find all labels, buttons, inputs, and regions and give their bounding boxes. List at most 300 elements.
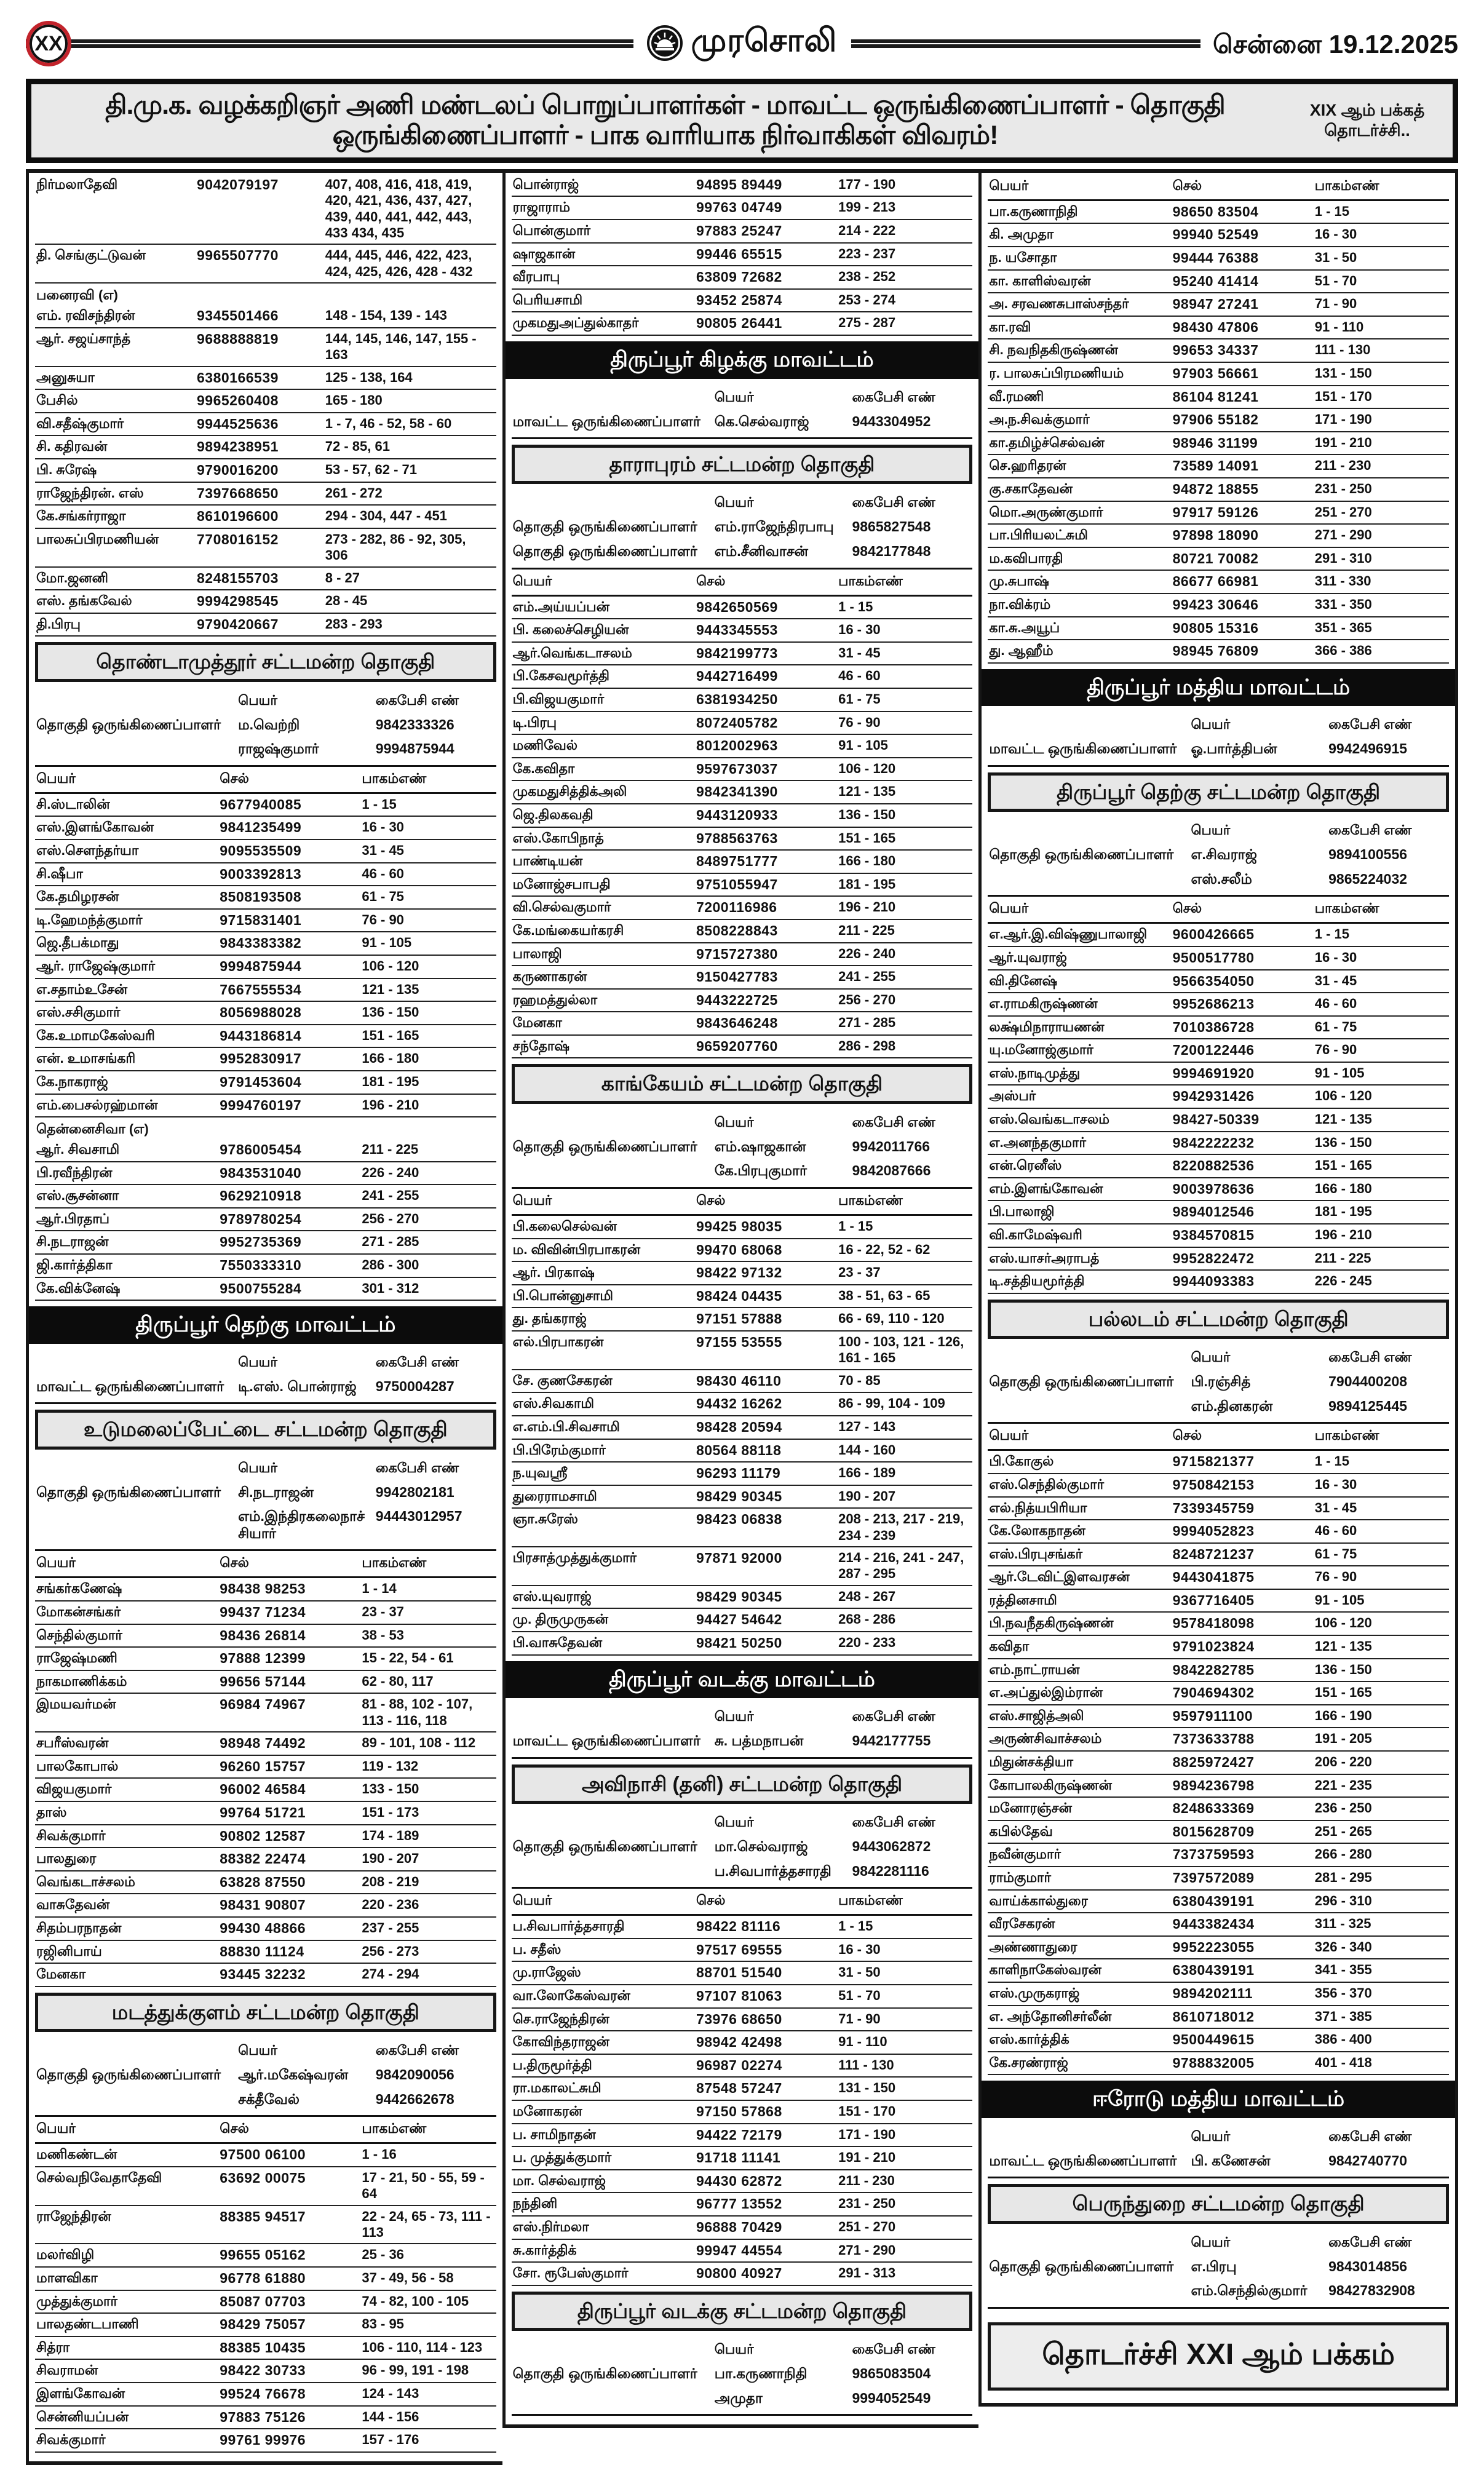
coordinator-block (512, 2336, 973, 2416)
table-row (35, 1139, 496, 1162)
table-row (988, 317, 1449, 340)
member-phone: 99423 30646 (1172, 596, 1259, 613)
coordinator-header-row (988, 1346, 1449, 1370)
coordinator-name: ம.வெற்றி (238, 716, 300, 732)
member-pages: 294 - 304, 447 - 451 (325, 508, 447, 524)
member-name: செ.ராஜேந்திரன் (512, 2011, 609, 2026)
member-pages: 253 - 274 (838, 292, 896, 308)
table-row (35, 459, 496, 483)
member-pages: 181 - 195 (1314, 1204, 1372, 1220)
table-row (988, 1844, 1449, 1867)
member-pages: 220 - 236 (362, 1897, 419, 1913)
coordinator-row (512, 1135, 973, 1159)
table-row (512, 2217, 973, 2240)
member-phone: 98428 20594 (696, 1418, 782, 1435)
coordinator-header-row (35, 689, 496, 713)
member-name: ஆர். சிவசாமி (36, 1141, 120, 1157)
member-pages: 71 - 90 (838, 2011, 881, 2026)
member-phone: 99437 71234 (220, 1604, 306, 1621)
table-row (512, 1308, 973, 1332)
header-mobile: கைபேசி எண் (1328, 2234, 1412, 2250)
table-row (35, 590, 496, 614)
table-row (512, 290, 973, 313)
member-phone: 98436 26814 (220, 1627, 306, 1643)
member-phone: 9944093383 (1172, 1273, 1255, 1290)
member-phone: 88385 10435 (220, 2339, 306, 2356)
member-phone: 9384570815 (1172, 1227, 1255, 1244)
member-name: ரஜினிபாய் (36, 1943, 102, 1959)
coordinator-label: தொகுதி ஒருங்கிணைப்பாளர் (512, 1838, 697, 1855)
member-name: எல்.பிரபாகரன் (512, 1333, 604, 1349)
table-header-row (512, 570, 973, 597)
member-phone: 91718 11141 (696, 2149, 781, 2166)
table-row (35, 2144, 496, 2167)
member-phone: 6380439191 (1172, 1892, 1255, 1909)
coordinator-label: மாவட்ட ஒருங்கிணைப்பாளர் (512, 413, 700, 429)
member-phone: 87548 57247 (696, 2080, 782, 2097)
member-pages: 106 - 120 (838, 760, 896, 776)
table-row (35, 2383, 496, 2407)
member-phone: 86104 81241 (1172, 388, 1259, 405)
member-pages: 191 - 210 (838, 2149, 896, 2165)
table-row (35, 1694, 496, 1733)
member-pages: 226 - 240 (838, 945, 896, 961)
member-name: எம்.பைசல்ரஹ்மான் (36, 1097, 158, 1113)
member-name: எம்.இளங்கோவன் (989, 1180, 1103, 1196)
member-name: வீரபாபு (512, 269, 560, 285)
table-row (988, 2052, 1449, 2076)
member-phone: 99430 48866 (220, 1919, 306, 1936)
member-pages: 214 - 216, 241 - 247, 287 - 295 (838, 1550, 964, 1582)
member-name: ராஜேந்திரன் (36, 2208, 111, 2224)
member-pages: 16 - 30 (1314, 226, 1357, 242)
table-row (512, 851, 973, 874)
table-row (35, 1002, 496, 1025)
member-name: மோ.ஜனனி (36, 570, 108, 585)
member-name: ஆர்.வெங்கடாசலம் (512, 645, 632, 661)
table-row (988, 1913, 1449, 1937)
member-pages: 31 - 50 (1314, 250, 1357, 266)
coordinator-block (988, 2124, 1449, 2179)
member-phone: 98422 30733 (220, 2362, 306, 2379)
table-row (988, 1132, 1449, 1156)
coordinator-name: சக்தீவேல் (238, 2090, 300, 2107)
table-row (512, 619, 973, 643)
member-phone: 9443120933 (696, 806, 778, 823)
member-phone: 9443382434 (1172, 1916, 1255, 1932)
table-row (35, 1872, 496, 1895)
member-pages: 256 - 270 (838, 991, 896, 1007)
header-mobile: கைபேசி எண் (852, 1114, 935, 1130)
table-row (512, 758, 973, 782)
table-row (35, 529, 496, 568)
member-name: அ. சரவணசுபாஸ்சந்தர் (989, 296, 1129, 312)
table-row (35, 1602, 496, 1625)
member-phone: 86677 66981 (1172, 573, 1259, 590)
member-pages: 1 - 15 (1314, 203, 1350, 219)
table-row (512, 220, 973, 244)
coordinator-header-row (988, 713, 1449, 737)
member-name: மணிகண்டன் (36, 2146, 117, 2162)
member-pages: 151 - 173 (362, 1804, 419, 1820)
member-pages: 71 - 90 (1314, 296, 1357, 312)
coordinator-label: தொகுதி ஒருங்கிணைப்பாளர் (36, 2066, 221, 2083)
header-cell: செல் (696, 1892, 726, 1908)
coordinator-block (35, 2038, 496, 2117)
table-row (35, 1894, 496, 1918)
coordinator-row (35, 2087, 496, 2112)
member-pages: 72 - 85, 61 (325, 439, 390, 454)
header-mobile: கைபேசி எண் (1328, 716, 1412, 732)
header-name: பெயர் (36, 770, 76, 786)
member-phone: 8015628709 (1172, 1823, 1255, 1840)
table-row (512, 2193, 973, 2217)
member-pages: 121 - 135 (838, 784, 896, 800)
header-name: பெயர் (238, 2042, 277, 2058)
member-phone: 97151 57888 (696, 1311, 782, 1327)
table-row (35, 413, 496, 437)
coordinator-name: கெ.செல்வராஜ் (714, 413, 809, 429)
member-pages: 1 - 15 (838, 1918, 873, 1934)
table-row (988, 1867, 1449, 1891)
table-row (512, 1985, 973, 2009)
member-phone: 98947 27241 (1172, 296, 1259, 312)
member-pages: 31 - 45 (838, 645, 881, 661)
member-name: கா.தமிழ்ச்செல்வன் (989, 434, 1105, 450)
member-pages: 148 - 154, 139 - 143 (325, 308, 447, 324)
table-row (988, 548, 1449, 571)
member-pages: 174 - 189 (362, 1827, 419, 1843)
title-banner (26, 79, 1458, 163)
table-row (35, 1278, 496, 1301)
table-row (988, 1201, 1449, 1225)
member-pages: 76 - 90 (838, 714, 881, 730)
member-pages: 1 - 15 (838, 1218, 873, 1234)
district-title: திருப்பூர் மத்திய மாவட்டம் (982, 669, 1455, 707)
table-row (988, 1271, 1449, 1294)
member-pages: 268 - 286 (838, 1611, 896, 1627)
member-name: ஜி.கார்த்திகா (36, 1257, 113, 1273)
member-name: அருண்சிவாச்சலம் (989, 1731, 1102, 1747)
member-phone: 80564 88118 (696, 1442, 782, 1458)
member-phone: 97155 53555 (696, 1333, 782, 1350)
member-name: பி.கோகுல் (989, 1453, 1054, 1469)
member-pages: 211 - 230 (838, 2172, 895, 2188)
member-pages: 190 - 207 (838, 1488, 896, 1504)
table-row (988, 947, 1449, 971)
member-name: பி.கலைசெல்வன் (512, 1218, 617, 1234)
member-name: து. தங்கராஜ் (512, 1311, 587, 1327)
member-name: என்.ரெனீஸ் (989, 1157, 1062, 1173)
coordinator-phone: 9865827548 (852, 518, 931, 535)
coordinator-header-row (35, 1351, 496, 1375)
table-row (35, 483, 496, 506)
member-phone: 9843646248 (696, 1015, 778, 1031)
member-name: கே.மங்கையர்கரசி (512, 922, 624, 938)
section-title: தொண்டாமுத்தூர் சட்டமன்ற தொகுதி (35, 642, 496, 681)
table-row (35, 1025, 496, 1049)
header-name: பெயர் (714, 494, 754, 510)
header-mobile: கைபேசி எண் (852, 1814, 935, 1830)
member-name: டி.சத்தியமூர்த்தி (989, 1273, 1085, 1289)
table-row (512, 2147, 973, 2170)
member-name: தி.பிரபு (36, 616, 81, 632)
table-row (512, 312, 973, 336)
header-part: பாகம்எண் (1314, 1427, 1379, 1443)
member-pages: 15 - 22, 54 - 61 (362, 1650, 454, 1666)
member-phone: 9994052823 (1172, 1523, 1255, 1539)
member-pages: 226 - 245 (1314, 1273, 1372, 1289)
member-phone: 96777 13552 (696, 2196, 782, 2212)
member-name: மேனகா (36, 1966, 86, 1982)
member-pages: 291 - 310 (1314, 550, 1372, 566)
coordinator-label: தொகுதி ஒருங்கிணைப்பாளர் (989, 1373, 1174, 1390)
member-pages: 16 - 30 (1314, 949, 1357, 965)
member-name: ப. முத்துக்குமார் (512, 2149, 612, 2165)
coordinator-row (988, 1394, 1449, 1419)
member-phone: 99940 52549 (1172, 226, 1259, 243)
header-name: பெயர் (989, 900, 1029, 916)
member-phone: 7667555534 (220, 981, 302, 998)
member-phone: 9443041875 (1172, 1569, 1255, 1586)
column-2 (502, 173, 979, 2428)
member-name: காளிநாகேஸ்வரன் (989, 1962, 1101, 1978)
member-pages: 25 - 36 (362, 2247, 404, 2263)
member-phone: 88830 11124 (220, 1943, 304, 1959)
member-name: பெரியசாமி (512, 292, 583, 308)
member-pages: 341 - 355 (1314, 1962, 1372, 1978)
section-title: அவிநாசி (தனி) சட்டமன்ற தொகுதி (512, 1764, 973, 1804)
member-phone: 6380166539 (196, 369, 279, 386)
member-phone: 90802 12587 (220, 1827, 306, 1844)
member-name: சித்ரா (36, 2339, 70, 2355)
member-name: பி.நவநீதகிருஷ்ணன் (989, 1615, 1114, 1631)
header-spacer (36, 2042, 238, 2060)
coordinator-phone: 9994875944 (375, 740, 454, 757)
member-phone: 94432 16262 (696, 1395, 782, 1412)
member-pages: 208 - 219 (362, 1873, 419, 1889)
coordinator-phone: 9842333326 (375, 716, 454, 732)
member-phone: 9095535509 (220, 842, 302, 859)
member-pages: 286 - 298 (838, 1038, 896, 1054)
member-phone: 98650 83504 (1172, 203, 1259, 220)
member-name: எ.ராமகிருஷ்ணன் (989, 996, 1098, 1012)
table-row (988, 409, 1449, 432)
member-name: நாகமாணிக்கம் (36, 1673, 127, 1689)
member-pages: 166 - 190 (1314, 1707, 1372, 1723)
table-row (512, 804, 973, 828)
member-name: கபில்தேவ் (989, 1823, 1053, 1839)
table-row (512, 735, 973, 758)
header-cell: செல் (220, 770, 249, 786)
member-pages: 38 - 53 (362, 1627, 404, 1643)
member-phone: 7339345759 (1172, 1499, 1255, 1516)
table-row (988, 1590, 1449, 1613)
member-phone: 96293 11179 (696, 1465, 781, 1482)
coordinator-phone: 9442662678 (375, 2090, 454, 2107)
table-row (35, 1231, 496, 1255)
member-name: சிவக்குமார் (36, 1827, 106, 1843)
member-phone: 9894012546 (1172, 1204, 1255, 1220)
table-row (35, 1162, 496, 1186)
section-title: தாராபுரம் சட்டமன்ற தொகுதி (512, 445, 973, 484)
member-phone: 9443222725 (696, 991, 778, 1008)
member-pages: 16 - 30 (1314, 1476, 1357, 1492)
member-pages: 273 - 282, 86 - 92, 305, 306 (325, 531, 466, 563)
member-name: ஞா.சுரேஸ் (512, 1511, 578, 1527)
coordinator-name: எம்.தினகரன் (1191, 1397, 1273, 1414)
member-pages: 121 - 135 (362, 981, 419, 997)
table-row (988, 971, 1449, 994)
table-row (35, 367, 496, 391)
member-phone: 88385 94517 (220, 2208, 306, 2225)
coordinator-row (988, 2255, 1449, 2279)
member-pages: 144, 145, 146, 147, 155 - 163 (325, 330, 477, 363)
table-row (988, 2029, 1449, 2052)
header-part: பாகம்எண் (1314, 177, 1379, 193)
member-name: கா.சு.அயூப் (989, 619, 1060, 635)
member-pages: 211 - 225 (838, 922, 895, 938)
member-phone: 9688888819 (196, 330, 279, 347)
table-row (35, 932, 496, 956)
coordinator-header-row (512, 386, 973, 410)
coordinator-label (36, 740, 238, 758)
member-name: எஸ்.சூசன்னா (36, 1188, 119, 1204)
member-phone: 7550333310 (220, 1257, 302, 1274)
member-pages: 386 - 400 (1314, 2031, 1372, 2047)
member-phone: 90805 15316 (1172, 619, 1259, 636)
member-pages: 37 - 49, 56 - 58 (362, 2269, 454, 2285)
member-phone: 9965507770 (196, 247, 279, 264)
member-alias: தென்னைசிவா (எ) (36, 1121, 149, 1137)
table-row (512, 874, 973, 897)
table-row (35, 328, 496, 367)
header-spacer (513, 1709, 715, 1726)
coordinator-name: பி. கணேசன் (1191, 2152, 1271, 2169)
table-row (35, 1048, 496, 1071)
table-row (988, 1109, 1449, 1132)
member-pages: 196 - 210 (1314, 1227, 1372, 1243)
columns (26, 169, 1458, 2465)
table-row (512, 1216, 973, 1239)
member-phone: 94430 62872 (696, 2172, 782, 2189)
section-title: பல்லடம் சட்டமன்ற தொகுதி (988, 1300, 1449, 1339)
member-phone: 98429 90345 (696, 1588, 782, 1605)
table-row (988, 2006, 1449, 2030)
member-phone: 99763 04749 (696, 199, 782, 216)
member-pages: 166 - 180 (838, 853, 896, 869)
member-name: மொ.அருண்குமார் (989, 504, 1103, 520)
member-name: டி.பிரபு (512, 714, 557, 730)
member-name: மனோகரன் (512, 2103, 582, 2119)
member-pages: 28 - 45 (325, 593, 368, 609)
table-row (988, 201, 1449, 224)
table-row (512, 2031, 973, 2055)
member-name: எம்.நாட்ராயன் (989, 1661, 1080, 1677)
banner-continuation-note: XIX ஆம் பக்கத் தொடர்ச்சி.. (1309, 100, 1425, 140)
member-name: கா. காளிஸ்வரன் (989, 272, 1091, 288)
member-name: கே.சங்கர்ராஜா (36, 508, 126, 524)
member-phone: 9942931426 (1172, 1088, 1255, 1105)
table-row (988, 1474, 1449, 1498)
header-name: பெயர் (238, 1354, 277, 1370)
member-pages: 151 - 165 (1314, 1685, 1372, 1701)
member-pages: 38 - 51, 63 - 65 (838, 1287, 930, 1303)
member-pages: 125 - 138, 164 (325, 369, 413, 385)
table-header-row (35, 2117, 496, 2144)
member-phone: 8248721237 (1172, 1546, 1255, 1562)
member-pages: 151 - 165 (1314, 1157, 1372, 1173)
member-pages: 81 - 88, 102 - 107, 113 - 116, 118 (362, 1696, 473, 1728)
member-phone: 99470 68068 (696, 1241, 782, 1258)
coordinator-name: எம்.சீனிவாசன் (714, 543, 808, 560)
member-pages: 444, 445, 446, 422, 423, 424, 425, 426, 428 - 432 (325, 247, 473, 279)
member-name: வி.தினேஷ் (989, 972, 1058, 988)
member-phone: 98430 47806 (1172, 319, 1259, 335)
coordinator-label: தொகுதி ஒருங்கிணைப்பாளர் (36, 716, 221, 732)
table-row (35, 1964, 496, 1987)
member-name: கு.சகாதேவன் (989, 481, 1073, 496)
member-pages: 199 - 213 (838, 199, 896, 215)
coordinator-block (35, 1349, 496, 1405)
member-name: ஜெ.தீபக்மாது (36, 935, 119, 951)
member-name: எம்.அய்யப்பன் (512, 598, 609, 614)
member-name: எ.அனந்தகுமார் (989, 1134, 1086, 1150)
member-pages: 22 - 24, 65 - 73, 111 - 113 (362, 2208, 491, 2240)
page-header (26, 16, 1458, 70)
member-pages: 91 - 110 (838, 2034, 887, 2050)
coordinator-block (512, 384, 973, 440)
member-phone: 9600426665 (1172, 926, 1255, 943)
coordinator-label: மாவட்ட ஒருங்கிணைப்பாளர் (989, 740, 1177, 757)
member-name: செல்வநிவேதாதேவி (36, 2169, 162, 2185)
table-row (35, 979, 496, 1002)
header-mobile: கைபேசி எண் (375, 692, 459, 708)
member-phone: 9597673037 (696, 760, 778, 777)
coordinator-phone: 9842740770 (1328, 2152, 1408, 2169)
table-row (35, 1671, 496, 1694)
member-name: மு.ராஜேஸ் (512, 1964, 581, 1980)
member-pages: 171 - 190 (838, 2126, 896, 2142)
member-pages: 166 - 180 (362, 1050, 419, 1066)
member-name: எஸ்.கார்த்திக் (989, 2031, 1069, 2047)
member-phone: 9842222232 (1172, 1134, 1255, 1151)
member-name: எஸ்.யாசர்அராபத் (989, 1250, 1100, 1266)
member-phone: 99653 34337 (1172, 342, 1259, 359)
member-name: ரா.மகாலட்சுமி (512, 2080, 601, 2096)
header-part: பாகம்எண் (362, 770, 427, 786)
table-row (512, 643, 973, 666)
member-pages: 165 - 180 (325, 392, 383, 408)
member-name: மேனகா (512, 1015, 562, 1031)
member-name: சி.ஸ்டாலின் (36, 796, 110, 812)
section-title: மடத்துக்குளம் சட்டமன்ற தொகுதி (35, 1993, 496, 2032)
table-row (35, 794, 496, 817)
member-name: ந. யசோதா (989, 250, 1057, 266)
member-phone: 98424 04435 (696, 1287, 782, 1304)
header-name: பெயர் (714, 1709, 754, 1725)
member-phone: 8508193508 (220, 889, 302, 905)
member-pages: 76 - 90 (1314, 1042, 1357, 1058)
member-phone: 9994760197 (220, 1097, 302, 1113)
section-title: பெருந்துறை சட்டமன்ற தொகுதி (988, 2184, 1449, 2223)
member-phone: 98946 31199 (1172, 434, 1258, 451)
table-row (512, 1586, 973, 1610)
member-name: சிவக்குமார் (36, 2432, 106, 2448)
table-row (988, 571, 1449, 594)
member-phone: 9345501466 (196, 308, 279, 324)
member-pages: 76 - 90 (1314, 1569, 1357, 1585)
